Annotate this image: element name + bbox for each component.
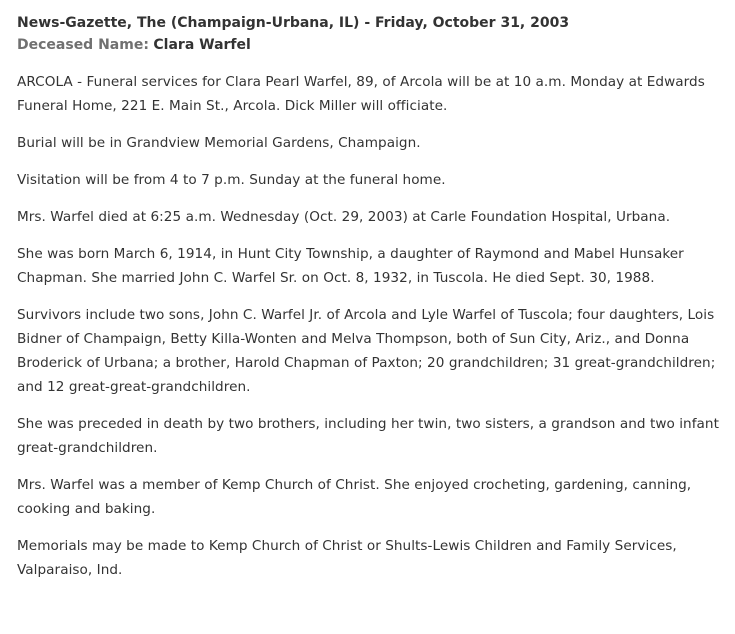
deceased-name-label: Deceased Name: [17,37,149,53]
paragraph-death: Mrs. Warfel died at 6:25 a.m. Wednesday (Oct. 29, 2003) at Carle Foundation Hospital, Urbana. [17,209,671,225]
paragraph-burial: Burial will be in Grandview Memorial Gardens, Champaign. [17,135,421,151]
paragraph-memorials: Memorials may be made to Kemp Church of Christ or Shults-Lewis Children and Family Services, Valparaiso, Ind. [17,538,677,578]
paragraph-visitation: Visitation will be from 4 to 7 p.m. Sunday at the funeral home. [17,172,446,188]
deceased-name-line [17,34,721,56]
paragraph-survivors: Survivors include two sons, John C. Warfel Jr. of Arcola and Lyle Warfel of Tuscola; four daughters, Lois Bidner of Champaign, Betty Killa-Wonten and Melva Thompson, both of Sun City, Ariz., and Donna Broderick of Urbana; a brother, Harold Chapman of Paxton; 20 grandchildren; 31 great-grandchildren; and 12 great-great-grandchildren. [17,307,716,395]
obituary-body [17,70,721,582]
deceased-name-value: Clara Warfel [153,37,251,53]
publication-header: News-Gazette, The (Champaign-Urbana, IL) - Friday, October 31, 2003 [17,15,570,31]
paragraph-services: ARCOLA - Funeral services for Clara Pearl Warfel, 89, of Arcola will be at 10 a.m. Monday at Edwards Funeral Home, 221 E. Main St., Arcola. Dick Miller will officiate. [17,74,705,114]
paragraph-birth-marriage: She was born March 6, 1914, in Hunt City Township, a daughter of Raymond and Mabel Hunsaker Chapman. She married John C. Warfel Sr. on Oct. 8, 1932, in Tuscola. He died Sept. 30, 1988. [17,246,684,286]
paragraph-preceded: She was preceded in death by two brothers, including her twin, two sisters, a grandson and two infant great-grandchildren. [17,416,719,456]
paragraph-membership: Mrs. Warfel was a member of Kemp Church of Christ. She enjoyed crocheting, gardening, canning, cooking and baking. [17,477,692,517]
